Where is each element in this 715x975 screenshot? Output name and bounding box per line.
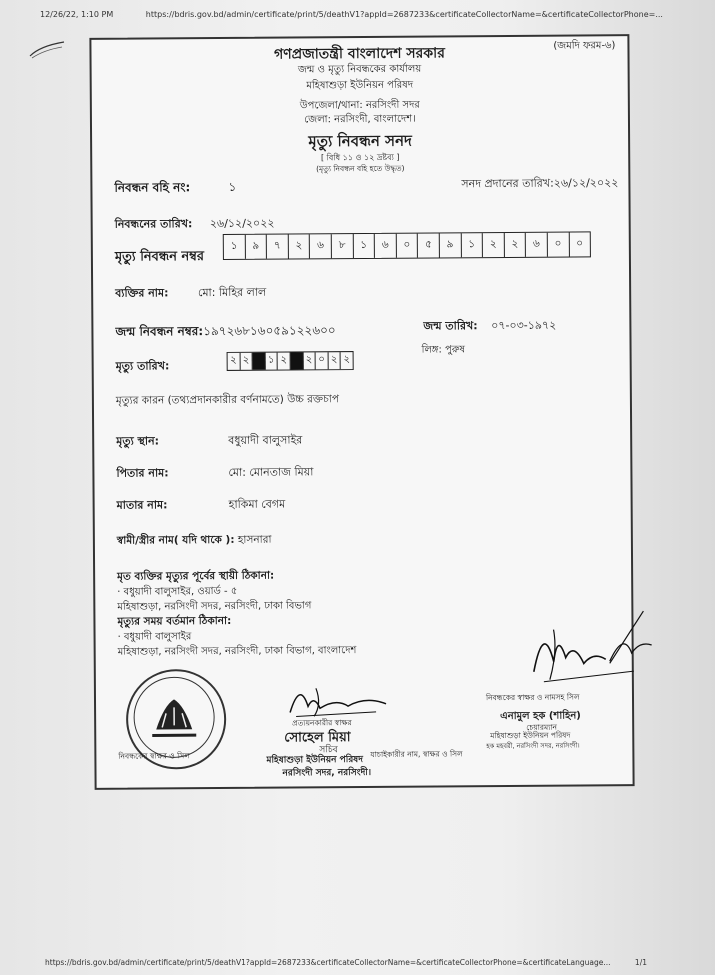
reg-number-digit: ৬ [310,234,332,258]
mother-name-label: মাতার নাম: [116,498,168,512]
birth-date [423,317,556,337]
issue-date-value: ২৬/১২/২০২২ [553,176,619,190]
death-date-digit: ২ [278,352,291,369]
death-date-digit: ২ [240,353,253,370]
chairman-signature [513,601,664,692]
birth-date-label: জন্ম তারিখ: [423,319,478,333]
father-name-value: মো: মোনতাজ মিয়া [228,465,314,479]
current-address-label: মৃত্যুর সময় বর্তমান ঠিকানা: [117,614,232,628]
death-date-digit: ২ [303,352,316,369]
secretary-title: সচিব [319,745,338,756]
death-cause-value: উচ্চ রক্তচাপ [287,393,339,406]
reg-number-digit: ৮ [332,234,354,258]
print-datetime: 12/26/22, 1:10 PM [40,10,114,19]
reg-number-digit: ২ [504,233,526,257]
secretary-name: সোহেল মিয়া [284,730,351,746]
registrar-name-seal-caption: নিবন্ধকের স্বাক্ষর ও নামসহ সিল [485,692,580,703]
reg-number-digit: ০ [576,236,584,250]
rule-reference: [ বিধি ১১ ও ১২ দ্রষ্টব্য ] [320,152,400,163]
certificate-title: মৃত্যু নিবন্ধন সনদ [308,131,412,151]
investigator-caption: প্রত্যয়নকারীর স্বাক্ষর [292,718,352,728]
death-date-digit: ২ [328,352,341,369]
reg-number-digit: ৯ [440,233,462,257]
district: জেলা: নরসিংদী, বাংলাদেশ। [304,113,416,126]
book-number-value: ১ [228,179,237,194]
death-date-digit: ১ [265,353,278,370]
person-name-label: ব্যক্তির নাম: [115,286,169,300]
reg-number-digit: ৬ [375,234,397,258]
death-date-label: মৃত্যু তারিখ: [115,359,170,373]
mother-name-value: হাকিমা বেগম [228,497,286,511]
death-date-separator [291,352,304,369]
browser-print-header [40,10,663,19]
print-url-top: https://bdris.gov.bd/admin/certificate/print/5/deathV1?appId=2687233&certificateCollectorName=&certificateCollectorPhone=... [145,10,663,19]
reg-number-digit: ৬ [526,233,548,257]
registrar-caption: নিবন্ধকের স্বাক্ষর ও সিল [118,751,190,761]
govt-title: গণপ্রজাতন্ত্রী বাংলাদেশ সরকার [274,45,445,63]
death-date-separator [253,353,266,370]
death-reg-number-boxes [223,231,591,260]
mother-name [116,496,286,515]
death-date-digit: ২ [343,354,351,366]
sex [422,342,466,359]
address-block [117,568,356,660]
verifier-caption: যাচাইকারীর নাম, স্বাক্ষর ও সিল [370,749,463,759]
death-place [116,432,303,451]
person-name-value: মো: মিহির লাল [197,285,267,300]
form-tag: (জমদি ফরম-৬) [553,40,616,52]
reg-number-digit: ২ [289,234,311,258]
chairman-title: চেয়ারম্যান [526,722,558,732]
permanent-address-line2: মহিষাশুড়া, নরসিংদী সদর, নরসিংদী, ঢাকা বিভাগ [117,600,312,613]
print-page-count: 1/1 [634,958,647,967]
birth-reg-label: জন্ম নিবন্ধন নম্বর: [115,324,204,339]
reg-number-digit: ৫ [418,233,440,257]
death-cause [116,392,339,411]
death-certificate [89,34,634,790]
death-reg-number-label: মৃত্যু নিবন্ধন নম্বর [114,249,205,265]
death-date-digit: ২ [228,353,241,370]
sex-label: লিঙ্গ: [421,344,442,356]
death-date-digit: ০ [316,352,329,369]
chairman-location: হক মহবরী, নরসিংদী সদর, নরসিংদী। [486,741,580,751]
office-name: জন্ম ও মৃত্যু নিবন্ধকের কার্যালয় [297,63,422,76]
current-address-line2: মহিষাশুড়া, নরসিংদী সদর, নরসিংদী, ঢাকা বিভাগ, বাংলাদেশ [117,645,357,658]
chairman-org: মহিষাশুড়া ইউনিয়ন পরিষদ [490,730,571,741]
reg-number-digit: ১ [353,234,375,258]
registration-date-value: ২৬/১২/২০২২ [209,216,275,231]
death-place-value: বধুয়াদী বালুসাইর [228,433,303,447]
upazila: উপজেলা/থানা: নরসিংদী সদর [299,99,420,112]
chairman-name: এনামুল হক (শাহিন) [500,710,581,723]
source-note: (মৃত্যু নিবন্ধন বহি হতে উদ্ধৃত) [316,163,405,174]
death-place-label: মৃত্যু স্থান: [116,434,160,448]
reg-number-digit: ১ [461,233,483,257]
sex-value: পুরুষ [445,344,466,356]
permanent-address-line1: · বধুয়াদী বালুসাইর, ওয়ার্ড - ৫ [117,585,238,598]
person-name [115,284,266,304]
secretary-org: মহিষাশুড়া ইউনিয়ন পরিষদ [266,755,364,766]
union-name: মহিষাশুড়া ইউনিয়ন পরিষদ [306,79,414,92]
book-number-label: নিবন্ধন বহি নং: [114,180,191,195]
issue-date [461,174,618,194]
death-date-boxes [227,351,354,371]
reg-number-digit: ৭ [267,235,289,259]
father-name [116,464,314,483]
birth-reg-value: ১৯৭২৬৮১৬০৫৯১২২৬০০ [203,323,336,339]
print-url-bottom: https://bdris.gov.bd/admin/certificate/print/5/deathV1?appId=2687233&certificateCollectorName=&certificateCollectorPhone=&certificateLanguage... [45,958,611,967]
current-address-line1: · বধুয়াদী বালুসাইর [117,631,192,643]
permanent-address-label: মৃত ব্যক্তির মৃত্যুর পূর্বের স্থায়ী ঠিকানা: [117,569,275,583]
spouse-name-label: স্বামী/স্ত্রীর নাম( যদি থাকে ): [116,533,235,547]
registration-date [115,215,275,235]
browser-print-footer [45,958,647,967]
birth-date-value: ০৭-০৩-১৯৭২ [491,318,557,333]
spouse-name-value: হাসনারা [237,533,272,546]
reg-number-digit: ০ [397,234,419,258]
reg-number-digit: ২ [483,233,505,257]
issue-date-label: সনদ প্রদানের তারিখ: [461,176,554,191]
reg-number-digit: ১ [224,235,246,259]
registration-date-label: নিবন্ধনের তারিখ: [114,217,193,231]
reg-number-digit: ০ [548,233,570,257]
secretary-location: নরসিংদী সদর, নরসিংদী। [282,767,372,779]
death-cause-label: মৃত্যুর কারন (তথ্যপ্রদানকারীর বর্ণনামতে) [115,393,284,407]
father-name-label: পিতার নাম: [116,466,169,480]
reg-number-digit: ৯ [245,235,267,259]
spouse-name [117,533,272,551]
pen-mark-icon [28,38,68,60]
birth-reg-number [115,322,335,344]
secretary-signature [276,676,396,721]
